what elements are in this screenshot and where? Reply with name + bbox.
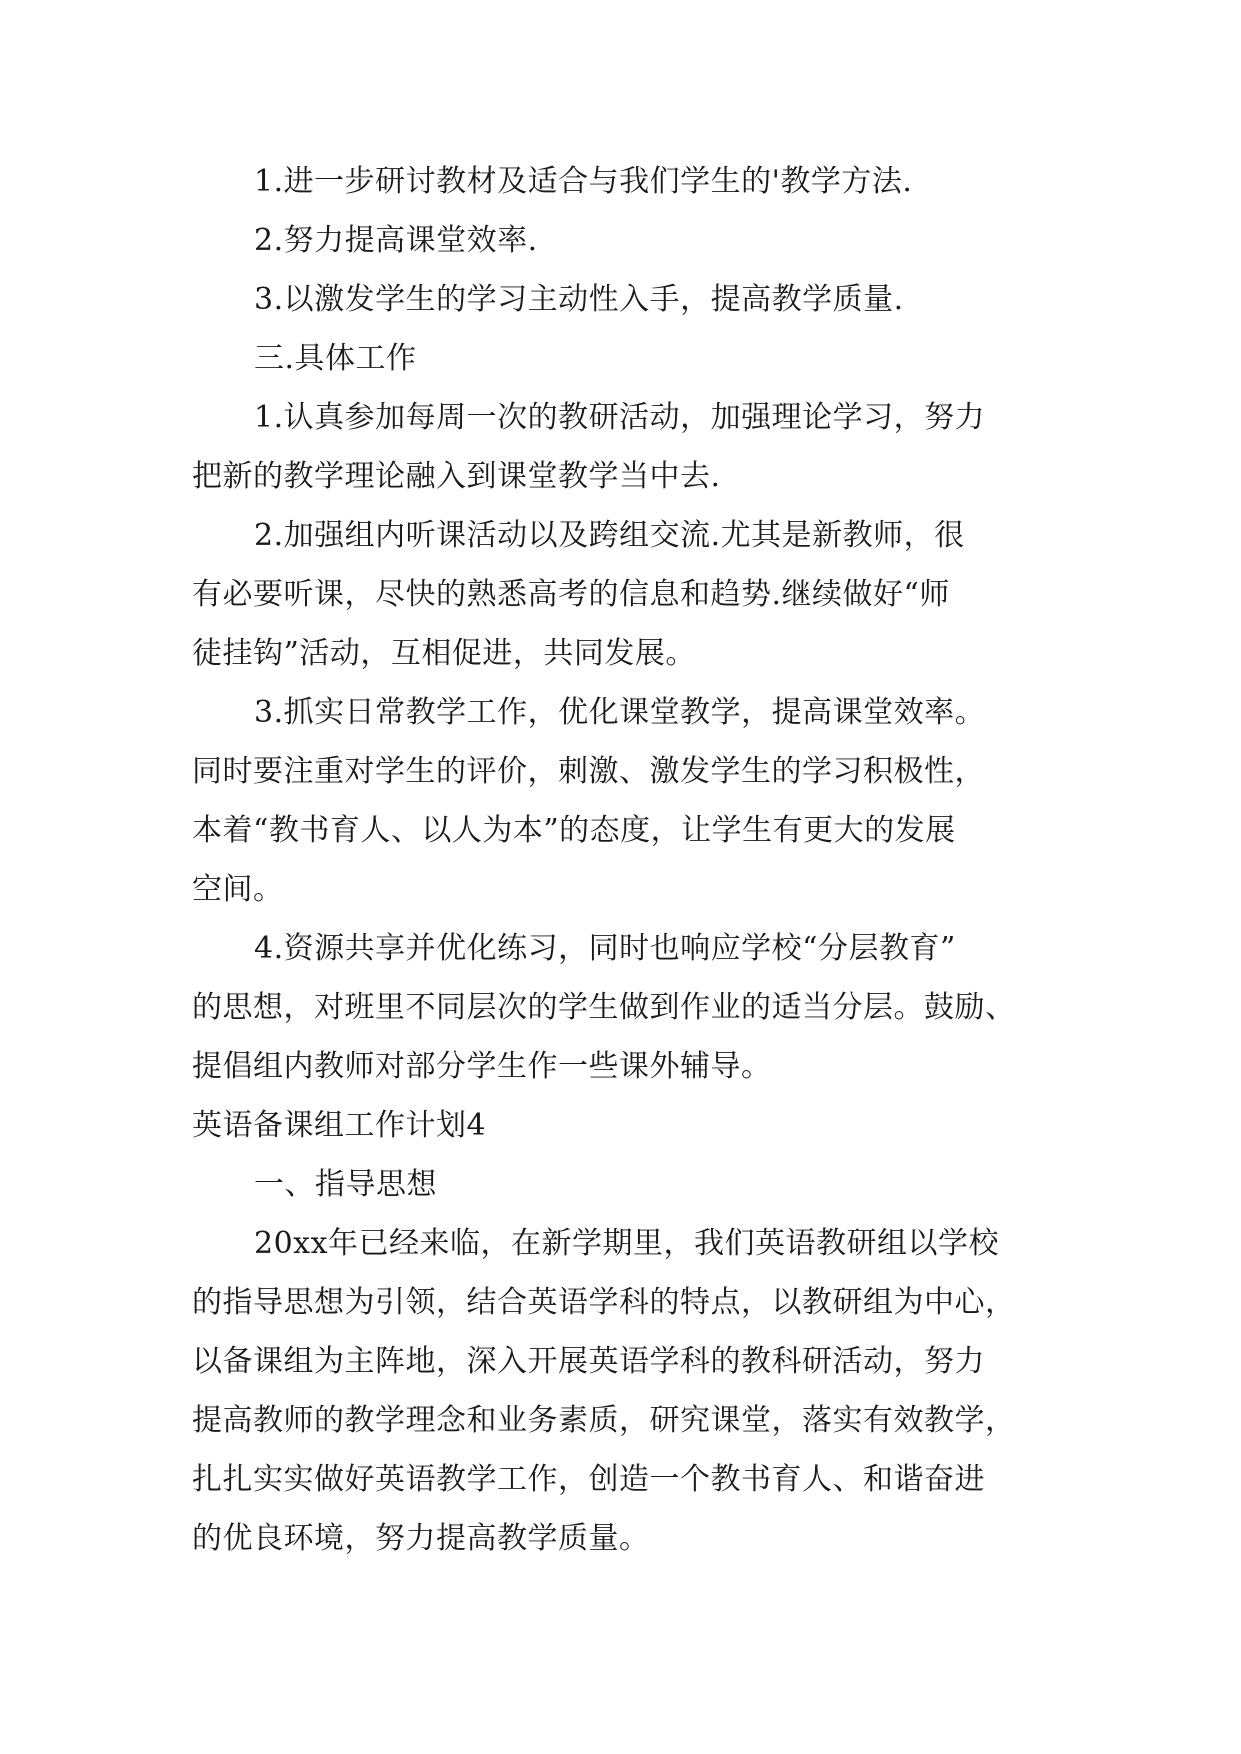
paragraph-line: 以备课组为主阵地，深入开展英语学科的教科研活动，努力 (192, 1344, 985, 1379)
paragraph-line: 1.认真参加每周一次的教研活动，加强理论学习，努力 (254, 400, 986, 435)
document-section-title: 英语备课组工作计划4 (192, 1108, 487, 1143)
paragraph-line: 本着“教书育人、以人为本”的态度，让学生有更大的发展 (192, 813, 956, 848)
paragraph-line: 徒挂钩”活动，互相促进，共同发展。 (192, 636, 696, 671)
document-page (192, 152, 1072, 1568)
paragraph-line: 3.抓实日常教学工作，优化课堂教学，提高课堂效率。 (254, 695, 986, 730)
paragraph-line: 4.资源共享并优化练习，同时也响应学校“分层教育” (254, 931, 956, 966)
paragraph-line: 的指导思想为引领，结合英语学科的特点，以教研组为中心， (192, 1285, 1016, 1320)
paragraph-line: 2.加强组内听课活动以及跨组交流.尤其是新教师，很 (254, 518, 965, 553)
list-item-method: 1.进一步研讨教材及适合与我们学生的'教学方法. (254, 164, 913, 199)
section-heading-specific-work: 三.具体工作 (254, 341, 417, 376)
list-item-efficiency: 2.努力提高课堂效率. (254, 223, 538, 258)
paragraph-line: 的思想，对班里不同层次的学生做到作业的适当分层。鼓励、 (192, 990, 1016, 1025)
paragraph-line: 的优良环境，努力提高教学质量。 (192, 1521, 650, 1556)
paragraph-line: 有必要听课，尽快的熟悉高考的信息和趋势.继续做好“师 (192, 577, 950, 612)
section-heading-guiding-ideology: 一、指导思想 (254, 1167, 437, 1202)
paragraph-line: 20xx年已经来临，在新学期里，我们英语教研组以学校 (254, 1226, 1000, 1261)
paragraph-line: 把新的教学理论融入到课堂教学当中去. (192, 459, 721, 494)
paragraph-line: 提高教师的教学理念和业务素质，研究课堂，落实有效教学， (192, 1403, 1016, 1438)
paragraph-line: 同时要注重对学生的评价，刺激、激发学生的学习积极性， (192, 754, 985, 789)
paragraph-line: 扎扎实实做好英语教学工作，创造一个教书育人、和谐奋进 (192, 1462, 985, 1497)
paragraph-line: 提倡组内教师对部分学生作一些课外辅导。 (192, 1049, 772, 1084)
list-item-motivation: 3.以激发学生的学习主动性入手，提高教学质量. (254, 282, 904, 317)
paragraph-line: 空间。 (192, 872, 284, 907)
